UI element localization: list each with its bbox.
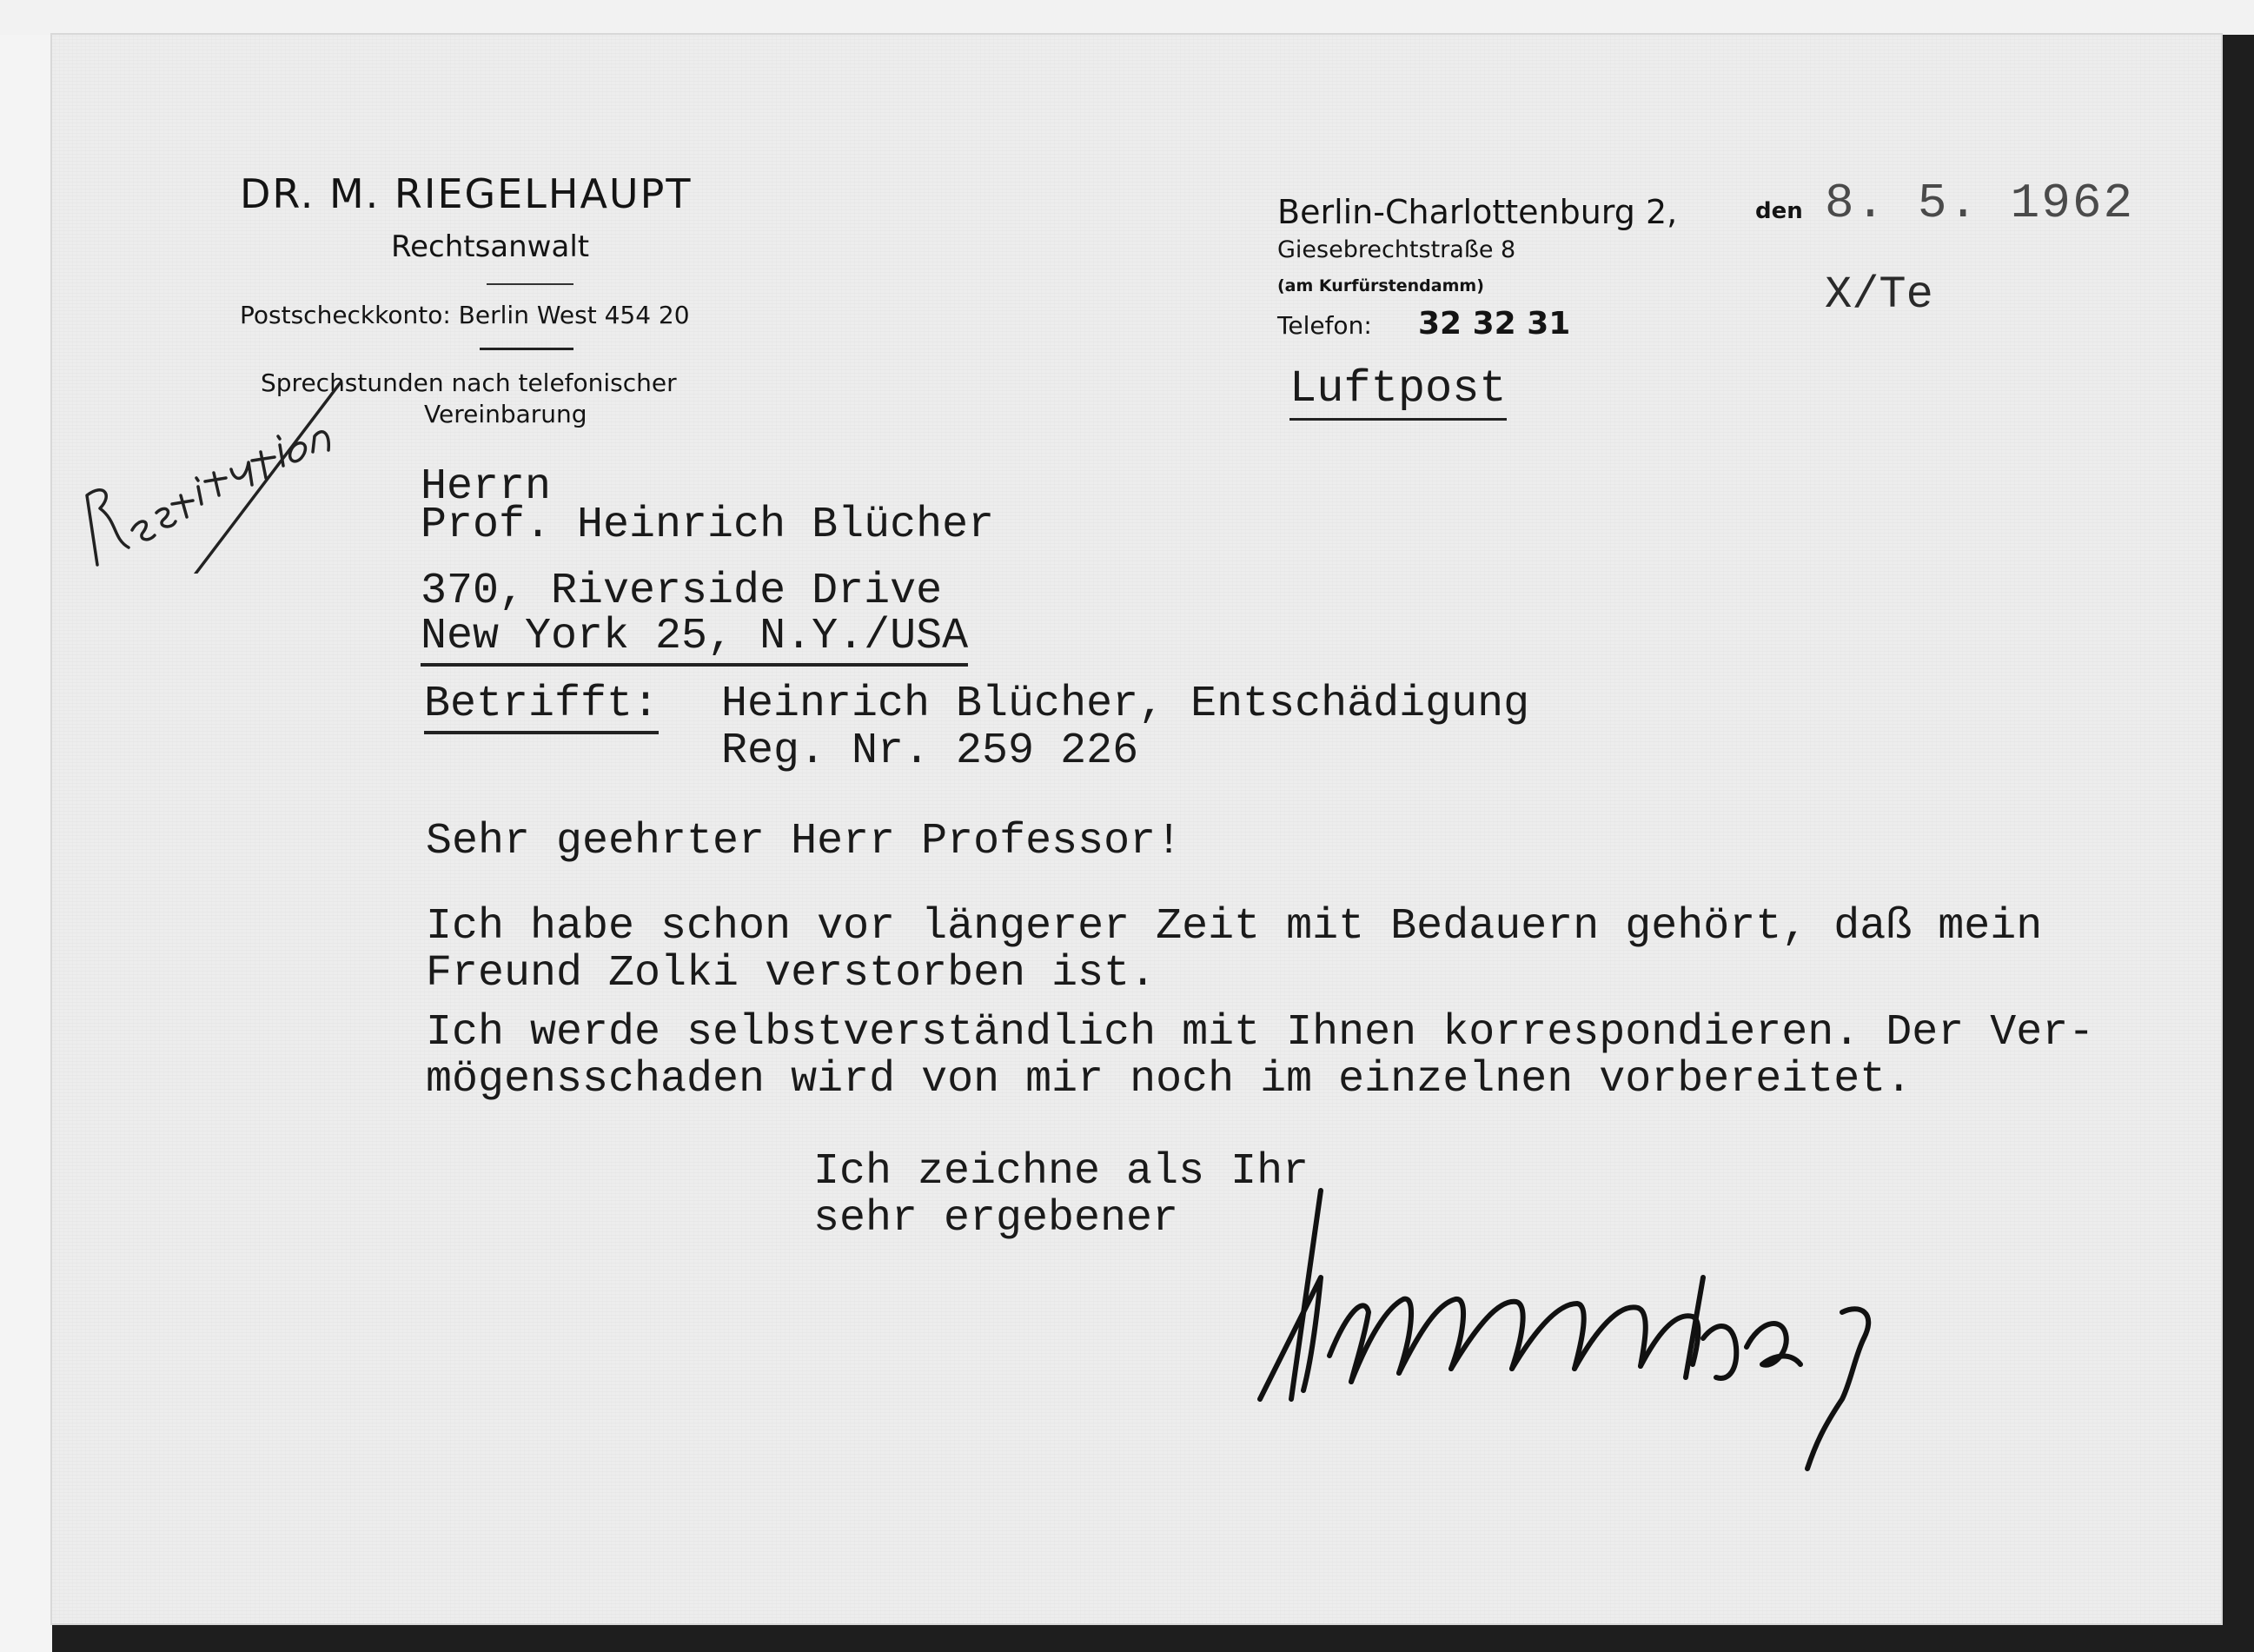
recipient-salutation: Herrn bbox=[421, 462, 552, 512]
paper-edge-top bbox=[0, 0, 2254, 35]
airmail-note: Luftpost bbox=[1289, 363, 1507, 421]
signature bbox=[1216, 1182, 2051, 1495]
letter-date: 8. 5. 1962 bbox=[1825, 176, 2135, 231]
subject-reference: Reg. Nr. 259 226 bbox=[721, 726, 1139, 776]
recipient-street: 370, Riverside Drive bbox=[421, 567, 943, 616]
letterhead-street: Giesebrechtstraße 8 bbox=[1277, 236, 1516, 263]
letterhead-divider bbox=[480, 348, 573, 350]
letterhead-profession: Rechtsanwalt bbox=[391, 229, 590, 264]
body-text-line: Ich werde selbstverständlich mit Ihnen korrespondieren. Der Ver- bbox=[426, 1008, 2095, 1058]
letterhead-street-note: (am Kurfürstendamm) bbox=[1277, 276, 1484, 295]
letterhead-name: DR. M. RIEGELHAUPT bbox=[240, 170, 693, 217]
letterhead-office-hours: Vereinbarung bbox=[424, 400, 587, 428]
letterhead-den: den bbox=[1755, 198, 1803, 224]
subject-label: Betrifft: bbox=[424, 680, 659, 734]
letterhead-phone-label: Telefon: bbox=[1277, 311, 1372, 340]
greeting: Sehr geehrter Herr Professor! bbox=[426, 817, 1183, 866]
letterhead-divider bbox=[487, 283, 573, 285]
closing-line: sehr ergebener bbox=[813, 1194, 1179, 1244]
recipient-city: New York 25, N.Y./USA bbox=[421, 612, 968, 667]
handwritten-annotation bbox=[52, 365, 365, 574]
letterhead-city: Berlin-Charlottenburg 2, bbox=[1277, 193, 1678, 231]
body-text-line: Freund Zolki verstorben ist. bbox=[426, 949, 1157, 998]
recipient-name: Prof. Heinrich Blücher bbox=[421, 501, 995, 550]
body-text-line: mögensschaden wird von mir noch im einzelnen vorbereitet. bbox=[426, 1055, 1913, 1105]
closing-line: Ich zeichne als Ihr bbox=[813, 1147, 1309, 1197]
letterhead-office-hours: Sprechstunden nach telefonischer bbox=[261, 368, 677, 397]
body-text-line: Ich habe schon vor längerer Zeit mit Bedauern gehört, daß mein bbox=[426, 902, 2043, 952]
paper-edge-left bbox=[0, 0, 52, 1652]
subject-line: Heinrich Blücher, Entschädigung bbox=[721, 680, 1530, 729]
letterhead-phone: 32 32 31 bbox=[1418, 306, 1571, 342]
letterhead-account: Postscheckkonto: Berlin West 454 20 bbox=[240, 301, 690, 329]
reference-code: X/Te bbox=[1825, 269, 1933, 321]
